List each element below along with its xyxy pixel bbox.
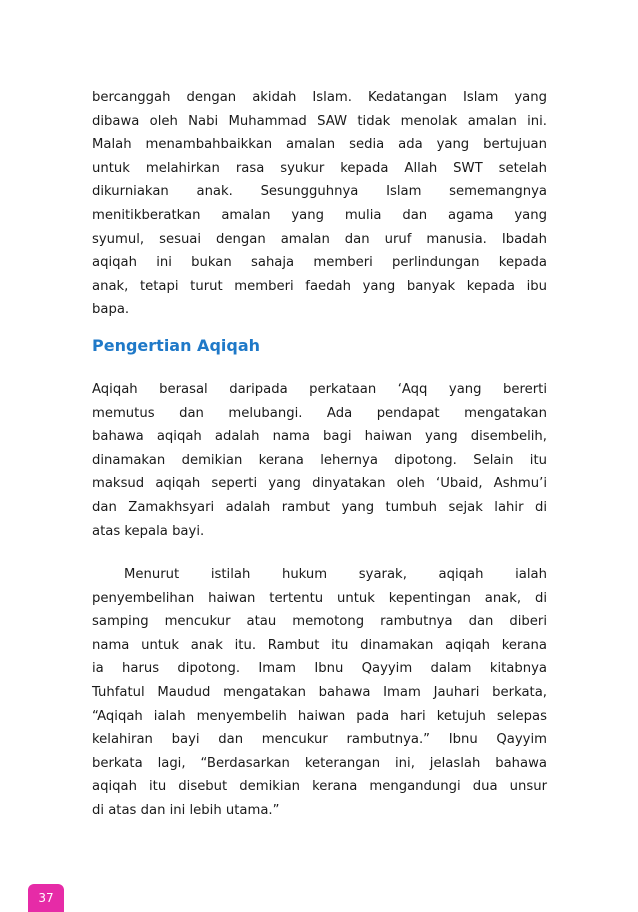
text-line: aqiqah itu disebut demikian kerana mengandungi dua unsur [92, 779, 547, 795]
text-line: penyembelihan haiwan tertentu untuk kepentingan anak, di [92, 590, 547, 606]
text-line: Tuhfatul Maudud mengatakan bahawa Imam Jauhari berkata, [92, 684, 547, 700]
text-line: maksud aqiqah seperti yang dinyatakan oleh ‘Ubaid, Ashmu’i [92, 476, 547, 492]
terminology-paragraph [92, 563, 547, 823]
text-line: bapa. [92, 302, 130, 318]
text-line: Menurut istilah hukum syarak, aqiqah ialah [124, 567, 547, 582]
text-line: menitikberatkan amalan yang mulia dan agama yang [92, 207, 547, 223]
text-line: dan Zamakhsyari adalah rambut yang tumbuh sejak lahir di [92, 499, 547, 515]
text-line: berkata lagi, “Berdasarkan keterangan ini, jelaslah bahawa [92, 755, 547, 771]
text-line: kelahiran bayi dan mencukur rambutnya.” Ibnu Qayyim [92, 732, 547, 748]
text-line: bahawa aqiqah adalah nama bagi haiwan yang disembelih, [92, 429, 547, 445]
text-line: aqiqah ini bukan sahaja memberi perlindungan kepada [92, 255, 547, 271]
text-line: Aqiqah berasal daripada perkataan ‘Aqq yang bererti [92, 382, 547, 397]
text-line: memutus dan melubangi. Ada pendapat mengatakan [92, 405, 547, 421]
section-heading: Pengertian Aqiqah [92, 336, 261, 355]
definition-paragraph [92, 378, 547, 543]
text-line: ia harus dipotong. Imam Ibnu Qayyim dalam kitabnya [92, 661, 547, 677]
text-line: syumul, sesuai dengan amalan dan uruf manusia. Ibadah [92, 231, 547, 247]
text-line: anak, tetapi turut memberi faedah yang banyak kepada ibu [92, 278, 547, 294]
text-line: nama untuk anak itu. Rambut itu dinamakan aqiqah kerana [92, 637, 547, 653]
text-line: “Aqiqah ialah menyembelih haiwan pada hari ketujuh selepas [92, 708, 547, 724]
text-line: Malah menambahbaikkan amalan sedia ada yang bertujuan [92, 137, 547, 153]
text-line: atas kepala bayi. [92, 523, 205, 539]
text-line: untuk melahirkan rasa syukur kepada Allah SWT setelah [92, 160, 547, 176]
text-line: dikurniakan anak. Sesungguhnya Islam sememangnya [92, 184, 547, 200]
text-line: bercanggah dengan akidah Islam. Kedatangan Islam yang [92, 90, 547, 105]
intro-paragraph [92, 86, 547, 322]
page-number: 37 [28, 884, 64, 912]
text-line: dibawa oleh Nabi Muhammad SAW tidak menolak amalan ini. [92, 113, 547, 129]
text-line: dinamakan demikian kerana lehernya dipotong. Selain itu [92, 452, 547, 468]
text-line: samping mencukur atau memotong rambutnya dan diberi [92, 614, 547, 630]
text-line: di atas dan ini lebih utama.” [92, 802, 280, 818]
